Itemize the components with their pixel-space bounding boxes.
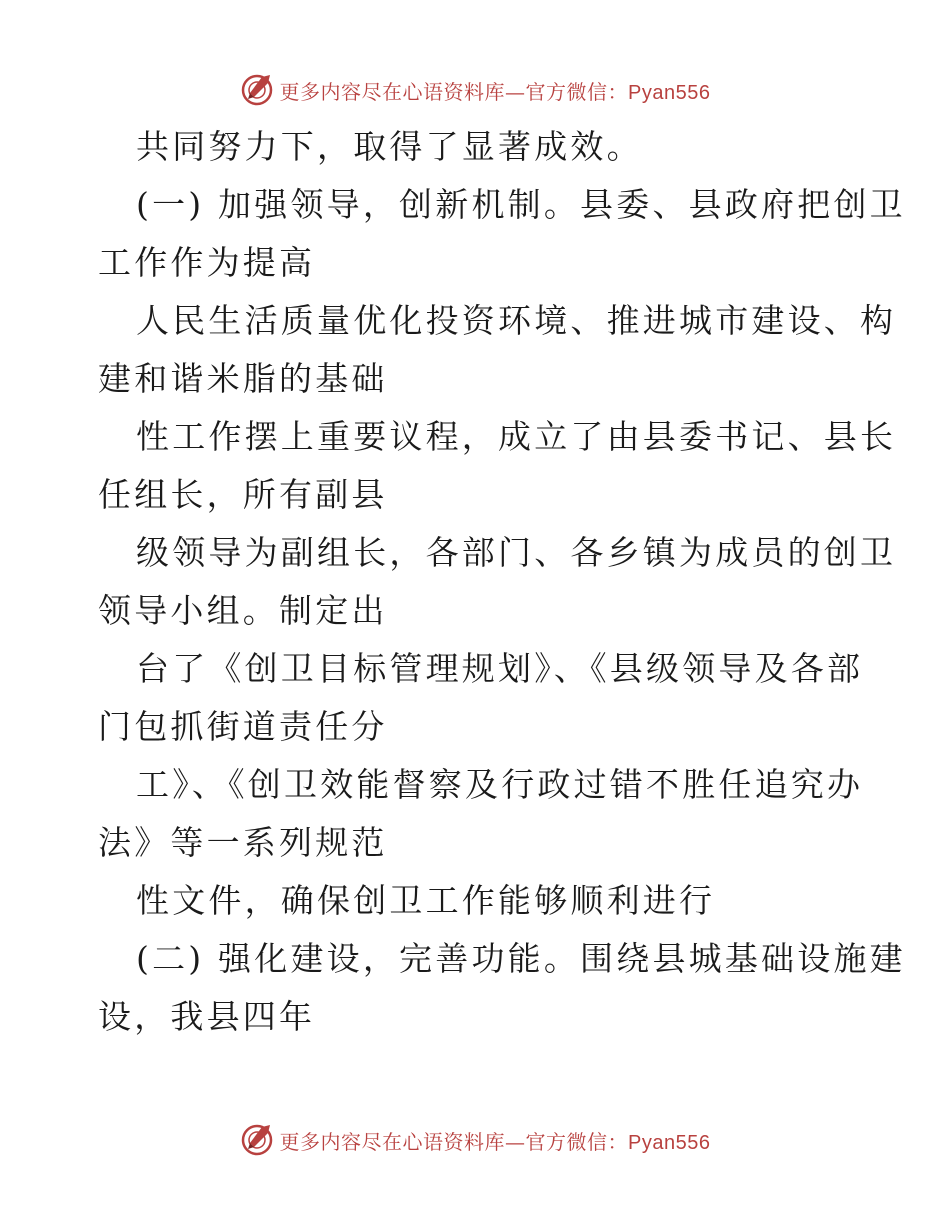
text-line: 领导小组。制定出 [98,591,388,630]
text-line: 工作作为提高 [98,243,316,282]
document-body [98,118,906,1046]
text-line: 级领导为副组长，各部门、各乡镇为成员的创卫 [136,533,897,572]
watermark-text [280,76,711,105]
text-line: 人民生活质量优化投资环境、推进城市建设、构 [136,301,897,340]
text-line: 门包抓街道责任分 [98,707,388,746]
footer-watermark [0,1120,950,1160]
pen-seal-icon [240,73,274,107]
pen-seal-icon [240,1123,274,1157]
text-line: 设，我县四年 [98,997,316,1036]
watermark-label: 更多内容尽在心语资料库—官方微信： [279,1129,629,1154]
header-watermark [0,70,950,110]
text-line: 性工作摆上重要议程，成立了由县委书记、县长 [136,417,897,456]
text-line: 工》、《创卫效能督察及行政过错不胜任追究办 [136,765,864,804]
watermark-wechat-id: Pyan556 [628,81,711,104]
watermark-text [280,1126,711,1155]
text-line: (二) 强化建设，完善功能。围绕县城基础设施建 [136,939,906,978]
text-line: (一) 加强领导，创新机制。县委、县政府把创卫 [136,185,906,224]
text-line: 建和谐米脂的基础 [98,359,388,398]
text-line: 共同努力下，取得了显著成效。 [136,127,643,166]
text-line: 台了《创卫目标管理规划》、《县级领导及各部 [136,649,864,688]
text-line: 任组长，所有副县 [98,475,388,514]
watermark-wechat-id: Pyan556 [628,1131,711,1154]
text-line: 性文件，确保创卫工作能够顺利进行 [136,881,716,920]
watermark-label: 更多内容尽在心语资料库—官方微信： [279,79,629,104]
text-line: 法》等一系列规范 [98,823,388,862]
